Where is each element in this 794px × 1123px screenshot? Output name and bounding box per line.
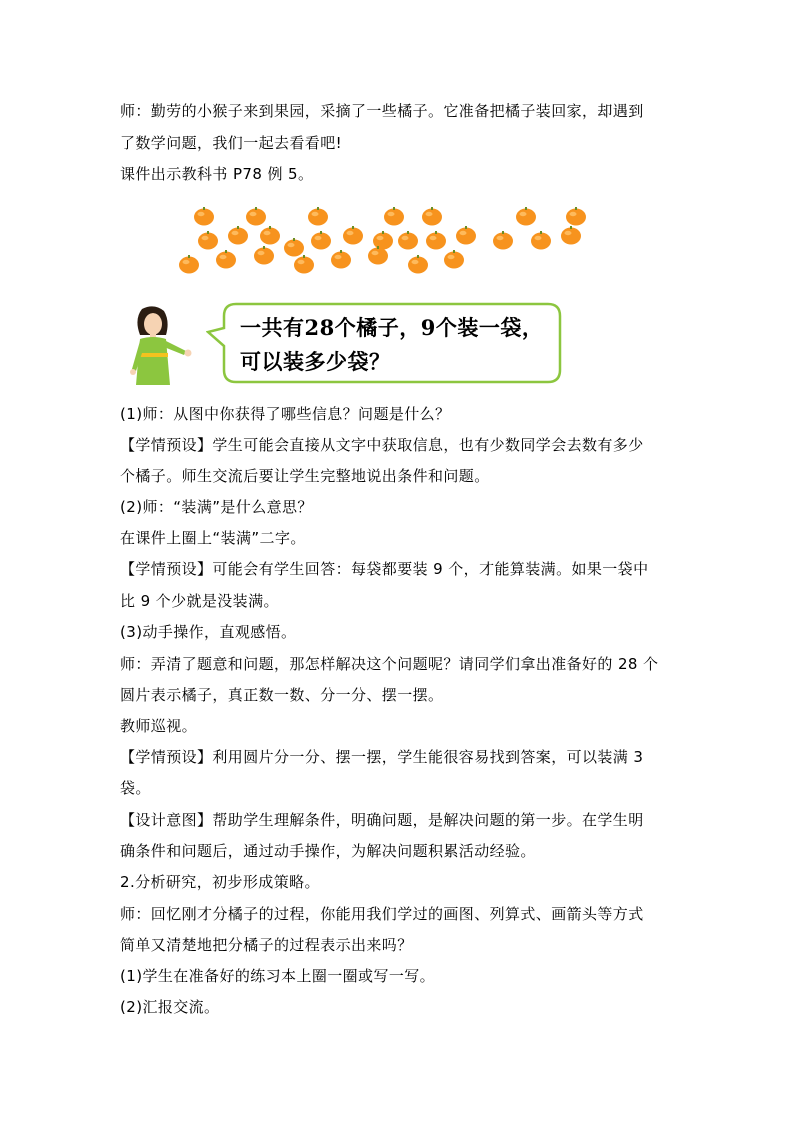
text-line: 确条件和问题后，通过动手操作，为解决问题积累活动经验。 — [120, 842, 536, 860]
orange-icon — [422, 207, 442, 226]
text-line: 【学情预设】可能会有学生回答：每袋都要装 9 个，才能算装满。如果一袋中 — [120, 560, 649, 578]
text-line: (1)学生在准备好的练习本上圈一圈或写一写。 — [120, 967, 436, 985]
text-line: 在课件上圈上“装满”二字。 — [120, 529, 306, 547]
speech-text-line-1: 一共有28个橘子，9个装一袋， — [240, 315, 544, 340]
orange-icon — [294, 255, 314, 274]
orange-icon — [254, 246, 274, 265]
orange-icon — [343, 226, 363, 245]
text-line: 师：回忆刚才分橘子的过程，你能用我们学过的画图、列算式、画箭头等方式 — [120, 905, 644, 923]
orange-icon — [426, 231, 446, 250]
orange-icon — [246, 207, 266, 226]
orange-icon — [373, 231, 393, 250]
orange-icon — [198, 231, 218, 250]
text-line: (2)汇报交流。 — [120, 998, 220, 1016]
orange-icon — [311, 231, 331, 250]
orange-icon — [284, 238, 304, 257]
orange-icon — [444, 250, 464, 269]
text-line: 简单又清楚地把分橘子的过程表示出来吗？ — [120, 936, 413, 954]
text-line: 圆片表示橘子，真正数一数、分一分、摆一摆。 — [120, 686, 444, 704]
speech-text-line-2: 可以装多少袋？ — [240, 349, 391, 374]
orange-icon — [561, 226, 581, 245]
text-line: 了数学问题，我们一起去看看吧! — [120, 134, 343, 152]
text-line: 教师巡视。 — [120, 717, 198, 735]
orange-icon — [308, 207, 328, 226]
orange-icon — [384, 207, 404, 226]
teacher-figure — [128, 305, 198, 387]
text-line: 【设计意图】帮助学生理解条件，明确问题，是解决问题的第一步。在学生明 — [120, 811, 644, 829]
orange-icon — [179, 255, 199, 274]
orange-icon — [228, 226, 248, 245]
orange-icon — [194, 207, 214, 226]
orange-icon — [456, 226, 476, 245]
text-line: (2)师：“装满”是什么意思？ — [120, 498, 313, 516]
orange-icon — [408, 255, 428, 274]
text-line: 课件出示教科书 P78 例 5。 — [120, 165, 314, 183]
orange-icon — [216, 250, 236, 269]
orange-icon — [531, 231, 551, 250]
text-line: 师：勤劳的小猴子来到果园，采摘了一些橘子。它准备把橘子装回家，却遇到 — [120, 102, 644, 120]
orange-icon — [398, 231, 418, 250]
text-line: 【学情预设】学生可能会直接从文字中获取信息，也有少数同学会去数有多少 — [120, 436, 644, 454]
oranges-illustration — [176, 203, 590, 281]
text-line: 袋。 — [120, 779, 151, 797]
orange-icon — [493, 231, 513, 250]
text-line: (3)动手操作，直观感悟。 — [120, 623, 297, 641]
text-line: 师：弄清了题意和问题，那怎样解决这个问题呢？请同学们拿出准备好的 28 个 — [120, 655, 659, 673]
text-line: 个橘子。师生交流后要让学生完整地说出条件和问题。 — [120, 467, 490, 485]
orange-icon — [516, 207, 536, 226]
orange-icon — [331, 250, 351, 269]
text-line: 2.分析研究，初步形成策略。 — [120, 873, 320, 891]
text-line: (1)师：从图中你获得了哪些信息？问题是什么？ — [120, 405, 451, 423]
orange-icon — [260, 226, 280, 245]
text-line: 【学情预设】利用圆片分一分、摆一摆，学生能很容易找到答案，可以装满 3 — [120, 748, 644, 766]
orange-icon — [566, 207, 586, 226]
text-line: 比 9 个少就是没装满。 — [120, 592, 279, 610]
